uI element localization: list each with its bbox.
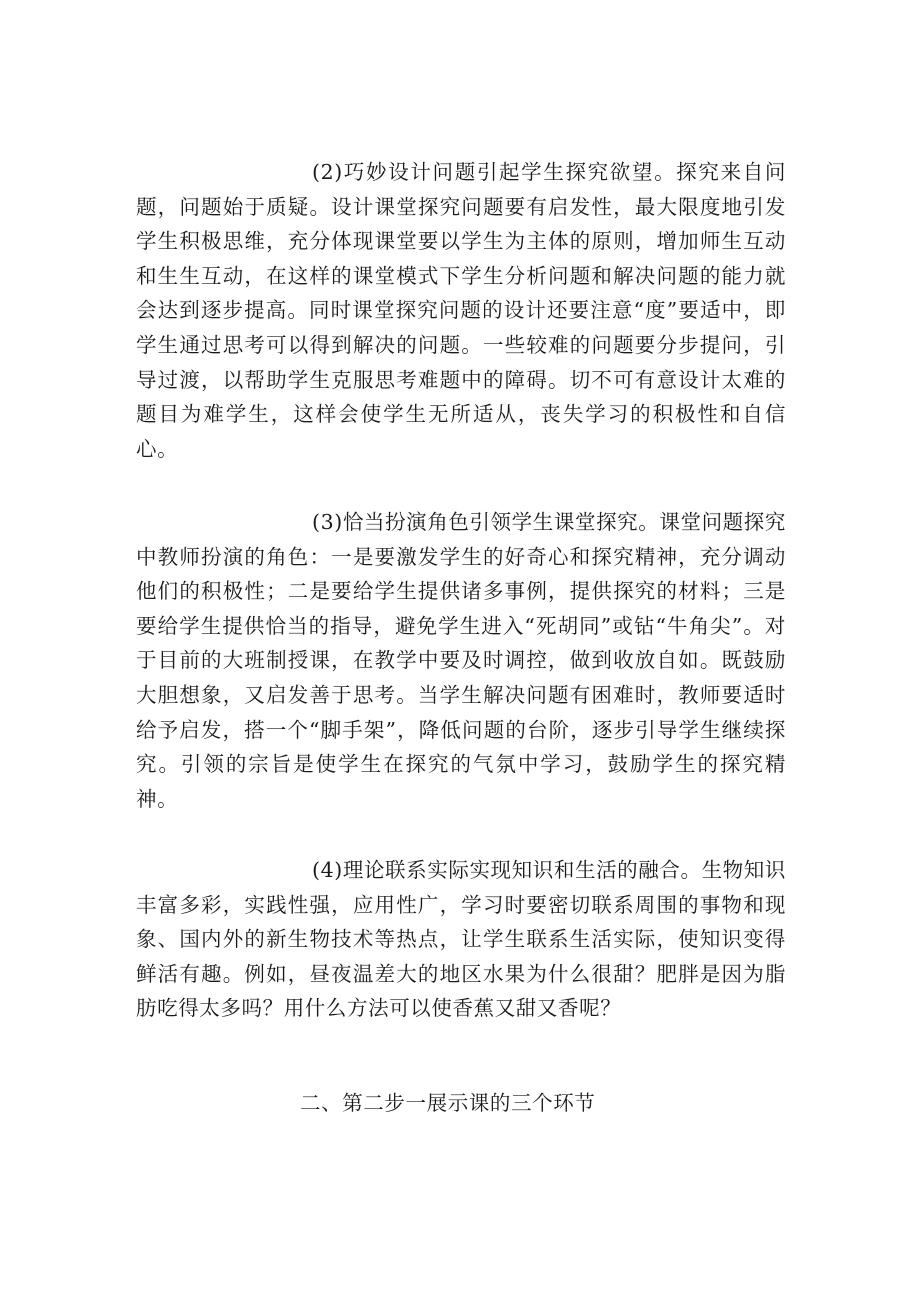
paragraph-text: 理论联系实际实现知识和生活的融合。生物知识丰富多彩，实践性强，应用性广，学习时要密切联系周围的事物和现象、国内外的新生物技术等热点，让学生联系生活实际，使知识变得鲜活有趣。例如，昼夜温差大的地区水果为什么很甜？肥胖是因为脂肪吃得太多吗？用什么方法可以使香蕉又甜又香呢？	[136, 858, 786, 1021]
section-heading: 二、第二步一展示课的三个环节	[300, 1091, 596, 1115]
paragraph-number: (3)	[312, 510, 343, 534]
paragraph-number: (2)	[312, 160, 343, 184]
paragraph-text: 恰当扮演角色引领学生课堂探究。课堂问题探究中教师扮演的角色：一是要激发学生的好奇心和探究精神，充分调动他们的积极性；二是要给学生提供诸多事例，提供探究的材料；三是要给学生提供恰当的指导，避免学生进入“死胡同”或钻“牛角尖”。对于目前的大班制授课，在教学中要及时调控，做到收放自如。既鼓励大胆想象，又启发善于思考。当学生解决问题有困难时，教师要适时给予启发，搭一个“脚手架”，降低问题的台阶，逐步引导学生继续探究。引领的宗旨是使学生在探究的气氛中学习，鼓励学生的探究精神。	[136, 510, 786, 811]
paragraph-3	[136, 505, 786, 816]
paragraph-number: (4)	[312, 858, 343, 882]
paragraph-4	[136, 853, 786, 1026]
paragraph-2	[136, 155, 786, 466]
paragraph-text: 巧妙设计问题引起学生探究欲望。探究来自问题，问题始于质疑。设计课堂探究问题要有启发性，最大限度地引发学生积极思维，充分体现课堂要以学生为主体的原则，增加师生互动和生生互动，在这样的课堂模式下学生分析问题和解决问题的能力就会达到逐步提高。同时课堂探究问题的设计还要注意“度”要适中，即学生通过思考可以得到解决的问题。一些较难的问题要分步提问，引导过渡，以帮助学生克服思考难题中的障碍。切不可有意设计太难的题目为难学生，这样会使学生无所适从，丧失学习的积极性和自信心。	[136, 160, 786, 461]
